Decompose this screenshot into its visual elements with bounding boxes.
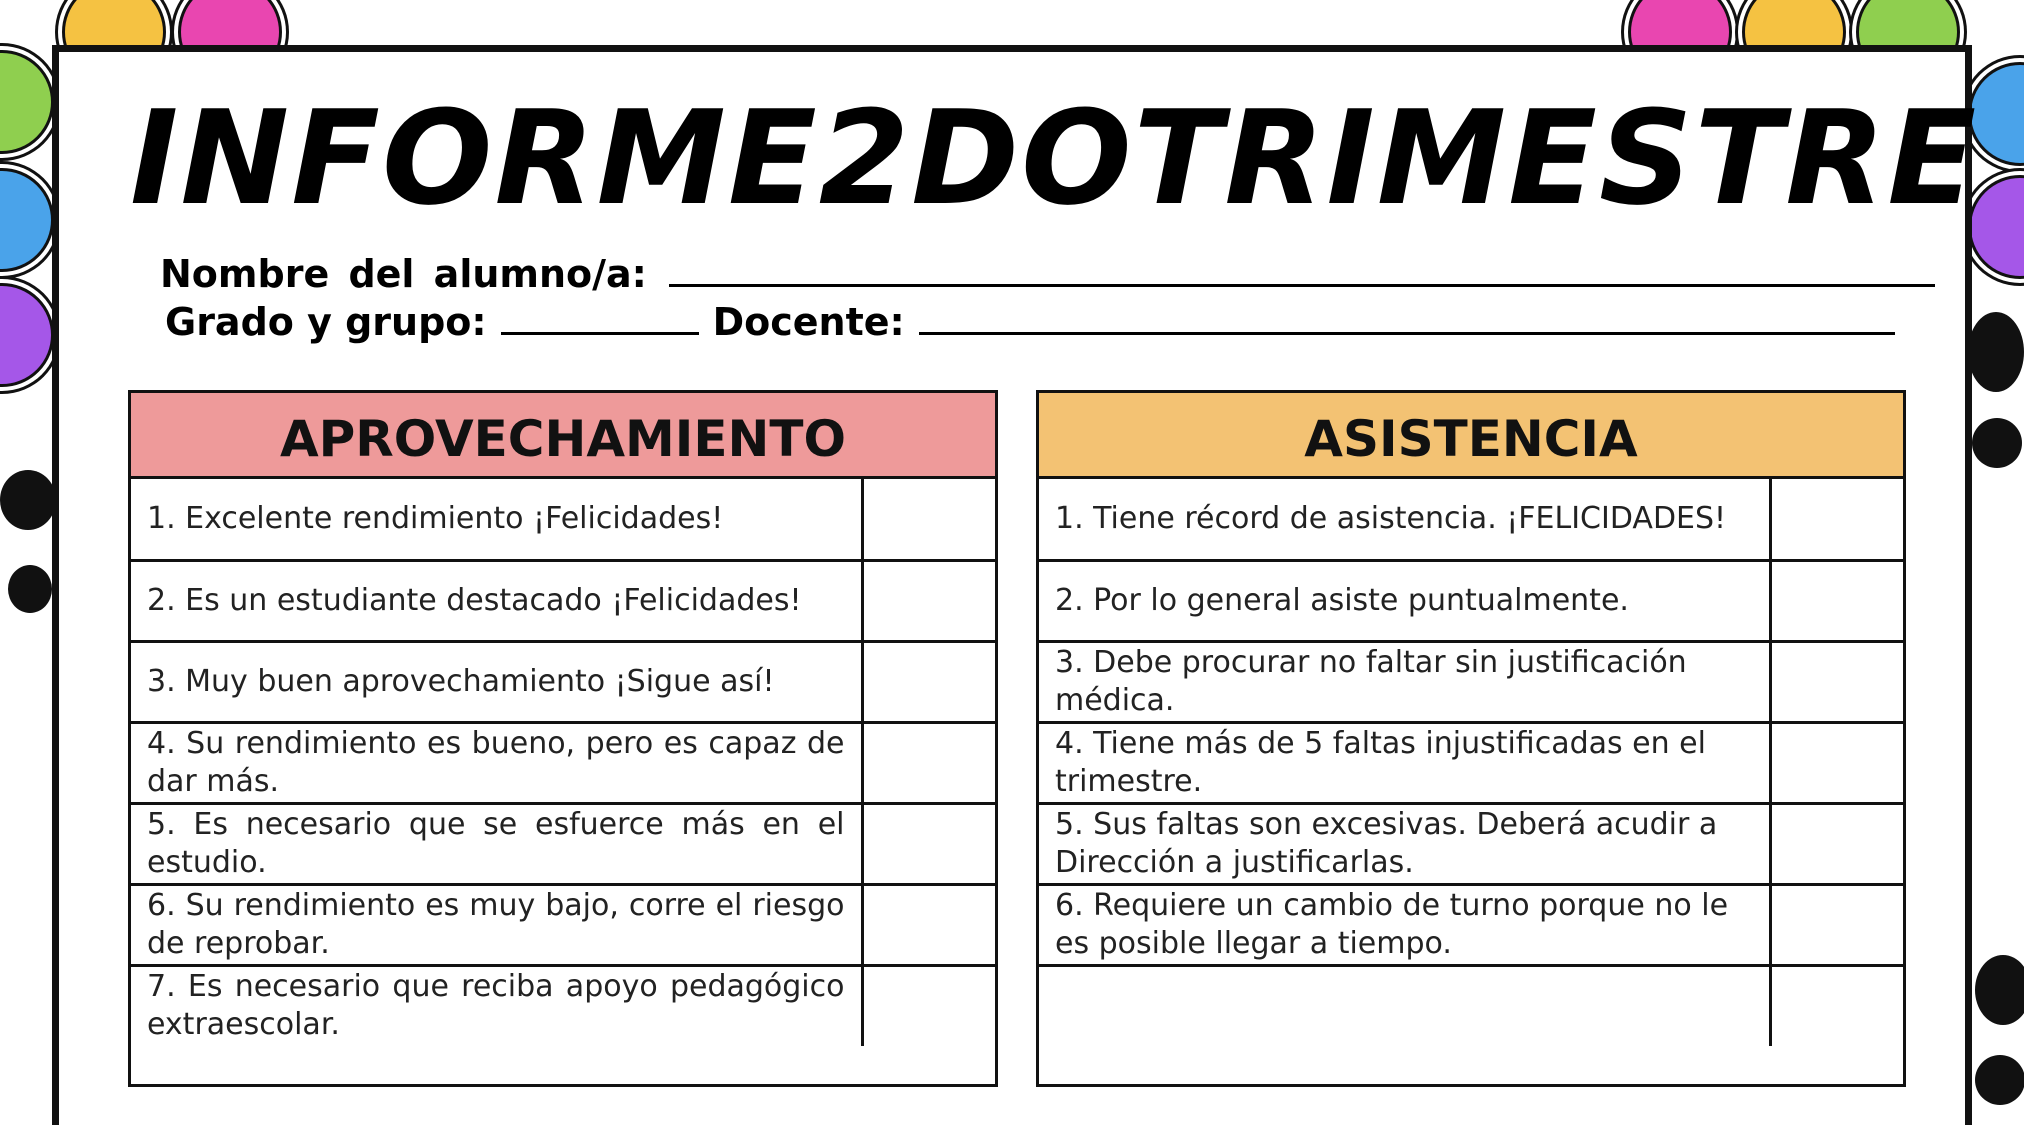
asistencia-heading: ASISTENCIA [1039, 393, 1903, 479]
aprovechamiento-panel [128, 390, 998, 1087]
aprovechamiento-item-text: 4. Su rendimiento es bueno, pero es capaz de dar más. [131, 722, 862, 803]
purple-circle-decoration [0, 283, 54, 387]
aprovechamiento-checkbox-cell[interactable] [862, 479, 995, 560]
title-word: TRIMESTRE [1133, 82, 1979, 234]
aprovechamiento-checkbox-cell[interactable] [862, 722, 995, 803]
aprovechamiento-item-text: 6. Su rendimiento es muy bajo, corre el riesgo de reprobar. [131, 884, 862, 965]
title-word: INFORME [130, 82, 819, 234]
asistencia-item-text: 6. Requiere un cambio de turno porque no le es posible llegar a tiempo. [1039, 884, 1770, 965]
aprovechamiento-item-text: 7. Es necesario que reciba apoyo pedagógico extraescolar. [131, 965, 862, 1046]
table-row [131, 479, 995, 560]
student-name-blank[interactable] [669, 280, 1935, 287]
report-title [130, 78, 1979, 238]
black-dot-decoration [8, 565, 52, 613]
blue-circle-decoration [0, 168, 54, 272]
aprovechamiento-item-text: 1. Excelente rendimiento ¡Felicidades! [131, 479, 862, 560]
aprovechamiento-checkbox-cell[interactable] [862, 965, 995, 1046]
black-dot-decoration [0, 470, 56, 530]
title-word: 2DO [818, 82, 1134, 234]
table-row [131, 560, 995, 641]
asistencia-item-text: 4. Tiene más de 5 faltas injustificadas en el trimestre. [1039, 722, 1770, 803]
aprovechamiento-table [131, 479, 995, 1046]
grade-label: Grado y grupo: [165, 300, 487, 344]
grade-teacher-row [165, 300, 1895, 344]
asistencia-checkbox-cell[interactable] [1770, 803, 1903, 884]
asistencia-checkbox-cell[interactable] [1770, 479, 1903, 560]
table-row [1039, 884, 1903, 965]
black-dot-decoration [1968, 312, 2024, 392]
student-name-label: Nombre del alumno/a: [160, 252, 647, 296]
table-row [1039, 479, 1903, 560]
asistencia-checkbox-cell[interactable] [1770, 722, 1903, 803]
asistencia-item-text [1039, 965, 1770, 1046]
asistencia-checkbox-cell[interactable] [1770, 560, 1903, 641]
table-row [1039, 641, 1903, 722]
aprovechamiento-checkbox-cell[interactable] [862, 560, 995, 641]
black-dot-decoration [1972, 418, 2022, 468]
asistencia-checkbox-cell[interactable] [1770, 641, 1903, 722]
green-circle-decoration [0, 50, 54, 154]
student-name-row [160, 252, 1935, 296]
aprovechamiento-item-text: 5. Es necesario que se esfuerce más en el estudio. [131, 803, 862, 884]
table-row [1039, 722, 1903, 803]
table-row [1039, 965, 1903, 1046]
aprovechamiento-item-text: 3. Muy buen aprovechamiento ¡Sigue así! [131, 641, 862, 722]
black-dot-decoration [1975, 955, 2024, 1025]
table-row [1039, 560, 1903, 641]
asistencia-item-text: 1. Tiene récord de asistencia. ¡FELICIDADES! [1039, 479, 1770, 560]
teacher-blank[interactable] [919, 328, 1895, 335]
aprovechamiento-checkbox-cell[interactable] [862, 803, 995, 884]
table-row [131, 722, 995, 803]
table-row [131, 803, 995, 884]
table-row [1039, 803, 1903, 884]
aprovechamiento-checkbox-cell[interactable] [862, 641, 995, 722]
grade-blank[interactable] [501, 328, 699, 335]
aprovechamiento-heading: APROVECHAMIENTO [131, 393, 995, 479]
table-row [131, 884, 995, 965]
asistencia-checkbox-cell[interactable] [1770, 965, 1903, 1046]
aprovechamiento-item-text: 2. Es un estudiante destacado ¡Felicidades! [131, 560, 862, 641]
asistencia-item-text: 2. Por lo general asiste puntualmente. [1039, 560, 1770, 641]
teacher-label: Docente: [712, 300, 905, 344]
table-row [131, 641, 995, 722]
table-row [131, 965, 995, 1046]
asistencia-table [1039, 479, 1903, 1046]
asistencia-panel [1036, 390, 1906, 1087]
asistencia-checkbox-cell[interactable] [1770, 884, 1903, 965]
asistencia-item-text: 5. Sus faltas son excesivas. Deberá acudir a Dirección a justificarlas. [1039, 803, 1770, 884]
asistencia-item-text: 3. Debe procurar no faltar sin justificación médica. [1039, 641, 1770, 722]
black-dot-decoration [1975, 1055, 2024, 1105]
aprovechamiento-checkbox-cell[interactable] [862, 884, 995, 965]
